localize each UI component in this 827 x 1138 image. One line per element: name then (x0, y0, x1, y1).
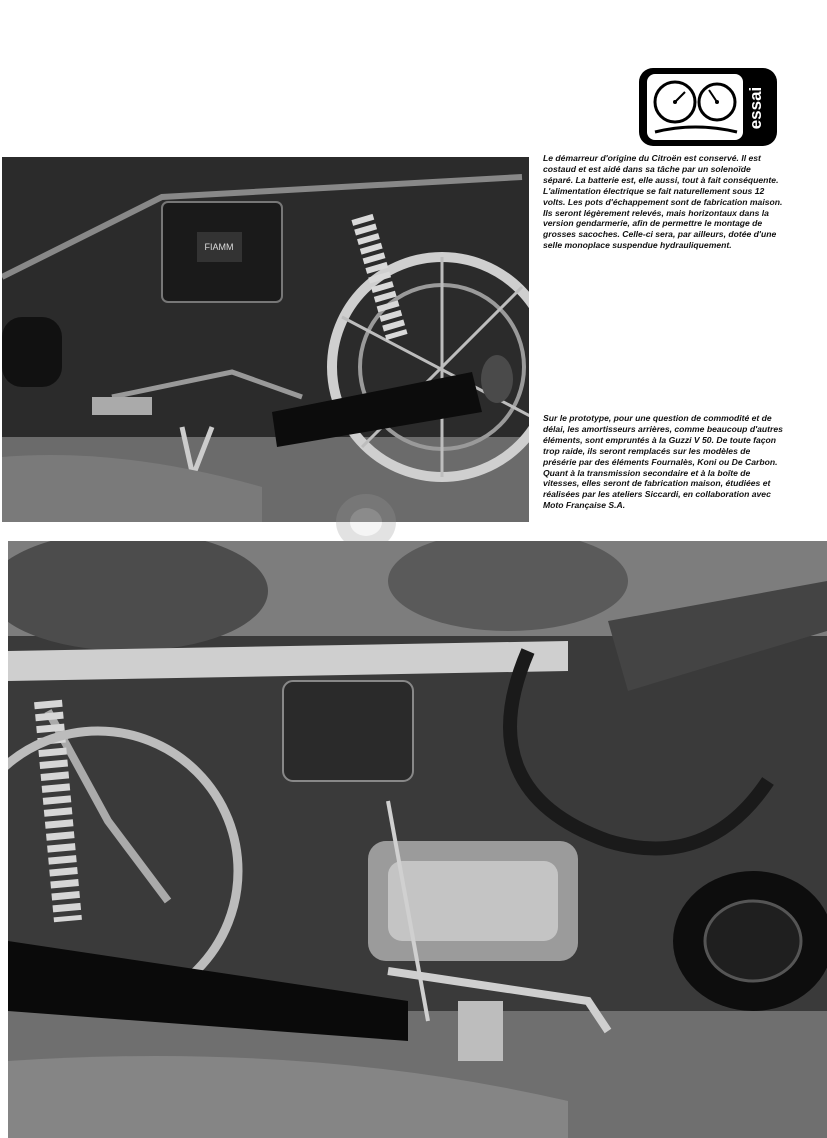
essai-logo-graphic (637, 66, 779, 148)
caption-prototype: Sur le prototype, pour une question de commodité et de délai, les amortisseurs arrières, comme beaucoup d'autres éléments, sont empruntés à la Guzzi V 50. De toute façon trop raide, ils seront remplacés sur les modèles de présérie par des éléments Fournalès, Koni ou De Carbon. Quant à la transmission secondaire et à la boîte de vitesses, elles seront de fabrication maison, étudiées et réalisées par les ateliers Siccardi, en collaboration avec Moto Française S.A. (543, 413, 783, 511)
engine-photo-top-image (2, 157, 529, 522)
engine-photo-bottom-image (8, 541, 827, 1138)
essai-logo-text: essai (746, 86, 765, 130)
battery-label: FIAMM (204, 242, 234, 252)
essai-logo (637, 66, 779, 148)
engine-photo-bottom (8, 541, 827, 1138)
caption-starter: Le démarreur d'origine du Citroën est conservé. Il est costaud et est aidé dans sa tâche par un solenoïde séparé. La batterie est, elle aussi, tout à fait conséquente. L'alimentation électrique se fait naturellement sous 12 volts. Les pots d'échappement sont de fabrication maison. Ils seront légèrement relevés, mais horizontaux dans la version gendarmerie, afin de permettre le montage de grosses sacoches. Celle-ci sera, par ailleurs, dotée d'une selle monoplace suspendue hydrauliquement. (543, 153, 783, 251)
engine-photo-top (2, 157, 529, 522)
